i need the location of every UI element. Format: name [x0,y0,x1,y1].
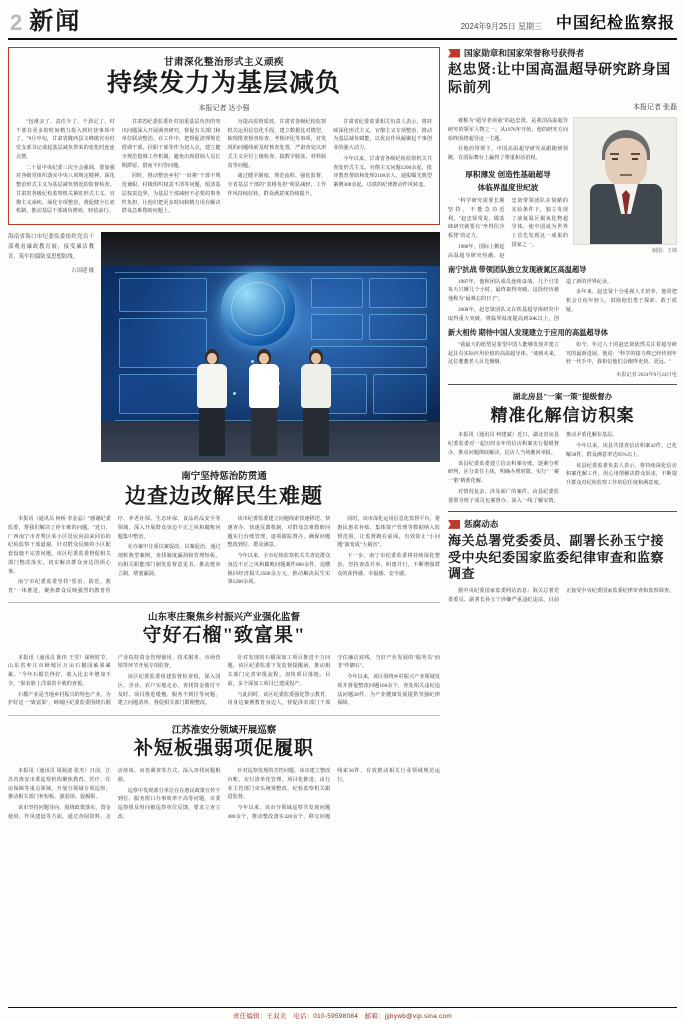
photo-screen-panel [369,314,427,340]
paragraph: 甘肃省纪委监委针对加重基层负担的突出问题深入开展调查研究，督促有关部门和单位联动整治。在工作中，把督促清理规范借调干部、挂职干部等作为切入点，建立健全规范借调工作机制，避免出现借调人员长期滞留、借而不归等问题。 [121,118,221,169]
paragraph: 今年以来，全市纪检监察机关共查处群众身边不正之风和腐败问题案件860余件，追缴挽回经济损失3500余万元，推动解决民生实事1200余项。 [227,553,331,586]
paragraph: 该市纪委监委建立问题线索快速移送、快速查办、快速反馈机制，对群众急难愁盼问题实行台账管理，逐项跟踪督办，确保问题整改到位、群众满意。 [227,516,331,549]
lead-kicker: 甘肃深化整治形式主义顽疾 [163,58,284,68]
photo-person-face [207,353,217,364]
feature-subhead-3: 新大相传 期待中国人发现建立于应用的高温超导体 [448,329,608,338]
feature-body-top [448,117,568,165]
chengfu-label: 惩腐动态 [464,519,499,530]
masthead [8,0,677,40]
feature-headline: 赵忠贤:让中国高温超导研究跻身国际前列 [448,63,671,96]
paragraph: 在办案中注重以案促改、以案促治，通过剖析典型案例，查找制度漏洞和管理短板，向相关职能部门制发监督意见书，推动建章立制、堵塞漏洞。 [117,544,221,577]
paragraph: 针对巡察发现的共性问题，该市建立整改台账，实行清单化管理、项目化推进，由行业主管部门牵头统筹整改，纪检监察机关跟进监督。 [227,768,331,801]
photo-screen-dot [233,392,236,395]
paragraph: 今年以来，该县共排查信访积案42件，已化解38件，群众满意率达95%以上。 [566,443,677,458]
paragraph: 多年来，赵忠贤十分重视人才培养，他常把机会让给年轻人，鼓励他们勇于探索、敢于质疑。 [566,289,677,313]
story3-kicker: 山东枣庄聚焦乡村振兴产业强化监督 [147,612,300,623]
story5-kicker: 湖北房县"一案一策"提级督办 [512,392,613,402]
portrait-illustration [573,117,677,245]
photo-screen-panel [311,278,363,308]
masthead-left [10,10,81,34]
paragraph: 与此同时，该区纪委监委强化警示教育，用身边案例教育身边人，督促涉农部门干部守住廉洁底线，当好产业发展的"服务员"而非"绊脚石"。 [227,654,440,707]
photo-person-shirt [249,364,279,408]
paragraph: 该县纪委监委建立信访积案台账，逐案分析研判，区分责任主体，明确办理时限，实行"一案一策"精准化解。 [448,460,559,485]
story4-headline: 补短板强弱项促履职 [133,738,314,760]
photo-person [197,349,227,456]
divider [8,715,440,716]
paragraph: 同时，该市深化运用信息化监督平台，将惠民惠农补贴、集体资产管理等数据纳入监督范围，让监督跑在前面，有效防止"小问题"演变成"大祸害"。 [337,516,440,549]
paragraph: 本报讯（通讯员 周海波 张杰）日前，江苏省淮安市委巡察机构聚焦教育、医疗、住房保障等重点领域，开展分领域专项巡察，推动相关部门补短板、强弱项、促履职。 [8,768,111,801]
page-footer: 责任编辑：王双美 电话：010-59598084 邮箱：jjjbywb@vip.sina.com [8,1007,677,1020]
photo-screen-panel [369,278,427,308]
red-flag-icon [448,520,460,529]
paragraph: 下一步，南宁市纪委监委将持续深化整治，坚持查改并举、纠建并行，不断增强群众的获得感、幸福感、安全感。 [337,553,440,577]
publication-date: 2024年9月25日 星期三 [460,22,542,31]
story3-body [8,654,440,710]
photo-globe-graphic [221,272,295,346]
portrait-face [605,138,647,188]
paragraph: 被称为"超导老顽童"的赵忠贤，是我国高温超导研究的领军人物之一。从1976年开始，他的研究方向始终围绕超导这一主题。 [448,118,568,142]
portrait-eye [612,158,618,160]
photo-caption-text: 海南省海口市纪委监委组织党员干部观看廉政教育展，接受廉洁教育，筑牢拒腐防变思想防线。 [8,234,94,260]
divider [448,511,677,512]
story-chengfu-dongtai [448,518,677,604]
paragraph: 如今，年过八十的赵忠贤依然关注着超导研究的最新进展，他说："科学的接力棒已经传到年轻一代手中，我相信他们会跑得更快、更远。" [566,341,677,366]
paragraph: 为提高监督质效，甘肃省各级纪检监察机关运用信息化手段，建立数据比对模型，梳理排查督查检查、考核评比等事项，对发现的问题线索及时核查处置，严肃查处以形式主义应付上级检查、搞数字脱贫、材料脱贫等问题。 [227,118,327,169]
photo-screen-panel [119,278,207,312]
photo-screen-panel [119,318,207,368]
paragraph: 南宁市纪委监委坚持"惩治、防范、教育"一体推进，聚焦群众反映强烈的教育医疗、养老社保、生态环保、食品药品安全等领域，深入开展群众身边不正之风和腐败问题集中整治。 [8,516,221,595]
paragraph: "科学研究需要长期坚持，不能急功近利。"赵忠贤常说，做基础研究就要有"坐得住冷板凳"的定力。 [448,198,505,239]
portrait-credit: 制图：王婧 [651,249,677,254]
left-column [8,47,440,822]
paragraph: 该区纪委监委组建监督检查组，深入园区、企业、农户实地走访，查找资金拨付不及时、项目推进缓慢、服务不到位等问题，建立问题清单，督促相关部门限期整改。 [117,674,221,707]
story2-headline: 边查边改解民生难题 [125,484,323,508]
story5-headline: 精准化解信访积案 [490,406,635,426]
portrait-brow [631,153,640,155]
red-flag-icon [448,49,460,58]
story4-body [8,767,440,822]
story2-kicker: 南宁坚持惩治防贯通 [181,472,267,482]
news-photo [101,232,440,462]
right-column [448,47,677,822]
portrait-mouth [620,174,632,176]
story-shiliu [8,609,440,709]
feature-body-1 [448,197,568,260]
paragraph: 1987年，他和团队成员连续奋战，几个月里每天只睡几个小时，最终取得突破。这段经历被他称为"最难忘的日子"。 [448,278,559,303]
photo-person [249,349,279,456]
story3-headline: 守好石榴"致富果" [142,624,306,646]
divider [8,602,440,603]
section-title: 新闻 [29,9,82,35]
photo-person-face [259,353,269,364]
photo-person-trousers [303,408,329,456]
paragraph: 对情况复杂、涉及面广的案件，由县纪委监委领导班子成员包案督办，深入一线了解实情，推动矛盾化解在基层。 [448,432,618,504]
paragraph: 2008年，赵忠贤团队又在铁基超导体研究中取得重大突破，将临界温度提高到50K以上，创造了新的世界纪录。 [448,278,613,322]
story5-body [448,431,677,505]
story6-headline: 海关总署党委委员、副署长孙玉宁接受中央纪委国家监委纪律审查和监察调查 [448,533,665,581]
page-number: 2 [10,10,23,35]
bottom-strip [0,1020,685,1024]
paragraph: 1986年，国际上掀起高温超导研究热潮。赵忠贤带领团队在简陋的实验条件下，独立发现了液氮温区铜氧化物超导体，使中国成为世界上首先发现这一成果的国家之一。 [448,198,568,259]
paragraph: 针对发现的石榴深加工项目推进不力问题，该区纪委监委下发监督提醒函，推动相关部门完善审批流程、加快项目落地。目前，多个深加工项目已建成投产。 [227,654,331,687]
feature-subhead-1: 厚积薄发 创造性基础超导 [465,169,551,179]
photo-person-shirt [301,364,331,408]
masthead-right [461,16,675,34]
feature-dateline: 本报记者 2024年9月24日电 [616,372,677,379]
feature-body-3 [448,341,677,369]
divider [448,384,677,385]
honor-label: 国家勋章和国家荣誉称号获得者 [464,48,585,58]
newspaper-logo: 中国纪检监察报 [555,15,675,32]
portrait-eye [632,158,638,160]
feature-byline: 本报记者 张磊 [633,104,677,111]
paragraph: 本报讯（通讯员 柯建斌）近日，湖北省房县纪委监委对一起历时多年的信访积案实行提级督办，推动问题彻底解决，信访人当场撤回举报。 [448,432,559,456]
paragraph: "包袱多了、责任少了、干劲足了、村干部有更多的时间精力投入到村巷事项中了。"9月中旬，甘肃省陇西县文峰镇官屯村党支部书记谈起基层减负带来的变化时连连点赞。 [16,118,115,160]
story2-body [8,515,440,596]
lead-headline: 持续发力为基层减负 [106,70,341,97]
photo-screen-divider [115,272,427,273]
photo-ceiling [101,232,440,266]
paragraph: 二十届中央纪委三次全会强调，要加强对各级党组织落实中央八项规定精神、深化整治形式主义为基层减负情况的监督检查。甘肃省各级纪检监察机关紧盯形式主义、官僚主义顽疾，深化专项整治，督促健全长效机制，推动基层干部减负增效、轻装前行。 [16,164,115,215]
photo-screen-panel [373,374,427,414]
photo-screen-panel [119,374,207,414]
photo-caption [8,232,94,462]
paragraph: 今年以来，甘肃省各级纪检监察机关共查处形式主义、官僚主义问题1200余起，批评教育帮助和处理2100余人，通报曝光典型案例300余起，以铁的纪律推动作风转变。 [333,155,432,188]
paragraph: 通过健全制度、规范流程、强化监督，全省基层干部的"表格负担"明显减轻，工作作风持续好转，群众满意度持续提升。 [227,173,327,197]
paragraph: "我最大的愿望是希望中国人能够发现并建立起具有实际应用价值的高温超导体。"谈到未来，这位耄耋老人目光炯炯。 [448,341,559,366]
paragraph: 该县纪委监委负责人表示，将持续深化信访积案化解工作，用心用情解决群众诉求，不断提升群众对纪检监察工作的信任度和满意度。 [566,462,677,487]
photo-person [301,349,331,456]
page-content [8,40,677,822]
paragraph: 今年以来，该区围绕乡村振兴产业领域发现并督促整改问题160余个，查处相关违纪违法问题28件，为产业健康发展提供坚强纪律保障。 [337,674,440,707]
paragraph: 据中央纪委国家监委网站消息：海关总署党委委员、副署长孙玉宁涉嫌严重违纪违法，目前正接受中央纪委国家监委纪律审查和监察调查。 [448,588,675,603]
feature-subhead-2: 南宁抗战 带领团队独立发现液氮区高温超导 [448,266,587,275]
paragraph: 同时，推动整治乡村"一肩挑"干部不规范兼职、村级组织权责不清等问题，厘清基层权责边界，为基层干部减轻不必要的事务性负担，让他们把更多时间和精力用在解决群众急难愁盼问题上。 [121,173,221,215]
story-bianchabiangai [8,468,440,596]
lead-story [8,47,440,225]
paragraph: 甘肃省纪委监委相关负责人表示，将持续深化形式主义、官僚主义专项整治，推动为基层减负赋能，以优良作风凝聚起干事创业的强大动力。 [333,118,432,151]
photo-person-face [311,353,321,364]
feature-subhead-1b: 体临界温度世纪波 [477,183,539,193]
photo-block [8,232,440,462]
portrait-brow [610,153,619,155]
photo-person-trousers [251,408,277,456]
paragraph: 今年以来，该市分领域巡察共发现问题480余个，推动整改落实420余个，移交问题线索36件，有效推动相关行业领域规范运行。 [227,768,440,820]
chengfu-flag-header [448,518,677,530]
lead-byline: 本报记者 达小强 [198,104,250,112]
paragraph: 本报讯（通讯员 何桥 李金晶）"感谢纪委监委，帮我们解决了停车难的问题。"近日，广西南宁市青秀区某小区居民向前来回访的纪检监察干部道谢。针对群众反映的小区配套设施不完善问题，该区纪委监委督促相关部门整改落实，切实解决群众身边的烦心事。 [8,516,111,575]
story-xinfang [448,391,677,505]
paragraph: 巡察中发现部分单位存在惠民政策宣传不到位、服务窗口办事效率不高等问题，市委巡察组及时向被巡察单位反馈，要求立查立改。 [117,787,221,820]
lead-body [16,118,432,216]
paragraph: 该市坚持问题导向，围绕政策落实、资金使用、作风建设等方面，通过查阅资料、走访座谈、问卷调查等方式，深入查找问题根源。 [8,768,221,820]
paragraph: 石榴产业是当地乡村振兴的特色产业。为护好这一"致富果"，峄城区纪委监委围绕石榴产业扶持资金管理使用、技术服务、市场营销等环节开展专项监督。 [8,654,221,707]
portrait-block [573,117,677,254]
photo-screen-panel [311,314,363,340]
paragraph: 在他的带领下，中国高温超导研究从跟跑到领跑，在国际舞台上赢得了尊重和话语权。 [448,146,568,161]
feature-body-2 [448,278,677,324]
paragraph: 本报讯（通讯员 陈伟 王莹）深秋时节，山东省枣庄市峄城区万亩石榴园硕果累累。"今年石榴长得好，收入比去年增加不少。"果农脸上洋溢着丰收的喜悦。 [8,654,111,687]
photo-person-trousers [199,408,225,456]
photo-credit: 吉国建 摄 [71,268,94,274]
story6-body [448,587,677,605]
photo-person-shirt [197,364,227,408]
honor-flag-header [448,47,677,59]
story-buduanban [8,722,440,821]
story4-kicker: 江苏淮安分领域开展巡察 [171,726,277,737]
